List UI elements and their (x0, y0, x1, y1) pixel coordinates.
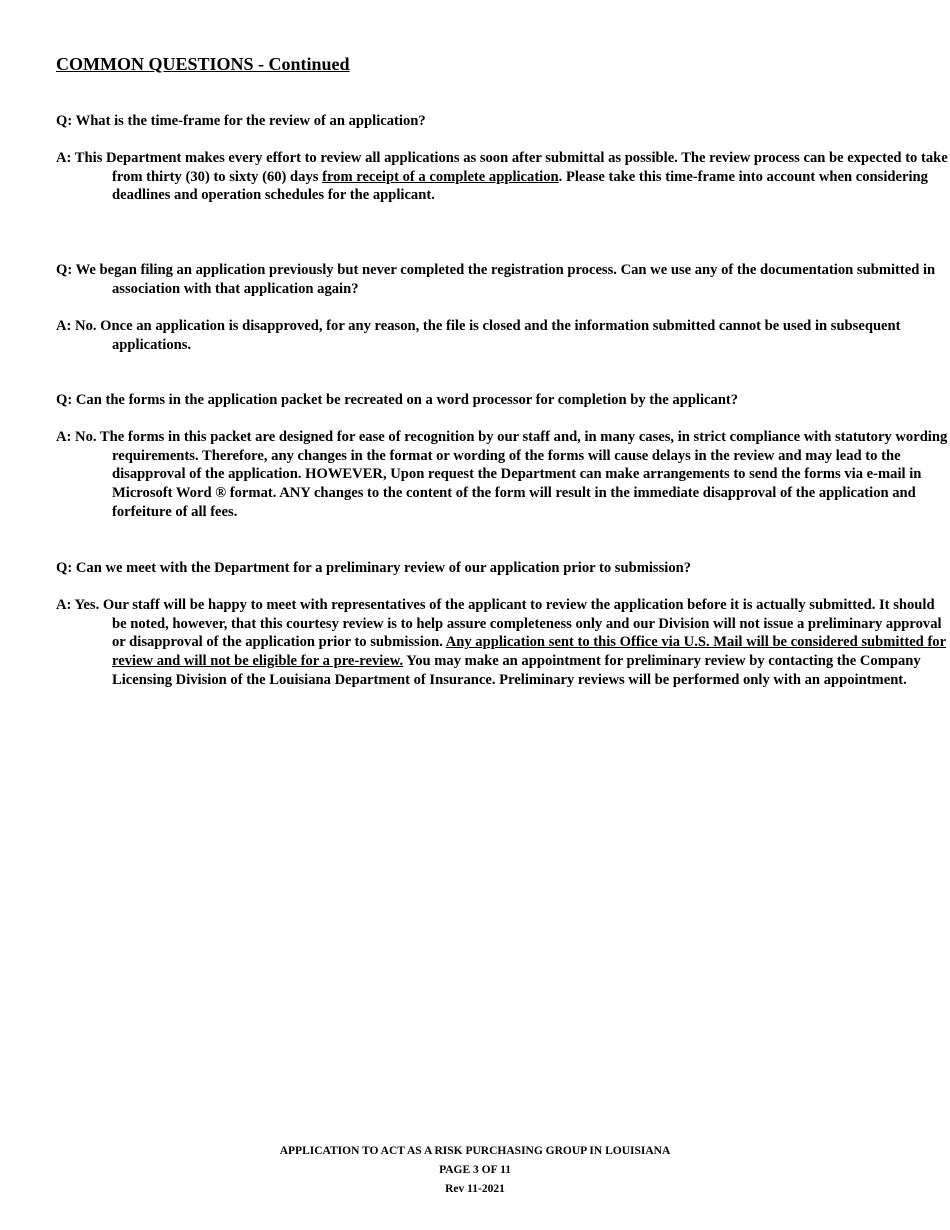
footer-document-title: APPLICATION TO ACT AS A RISK PURCHASING GROUP IN LOUISIANA (279, 1145, 671, 1157)
footer-page-number: PAGE 3 OF 11 (439, 1164, 511, 1176)
question-review-timeframe: Q: What is the time-frame for the review of an application? (56, 113, 426, 129)
answer-text: . Please take this time-frame into account when considering deadlines and operation schedules for the applicant. (112, 168, 928, 204)
answer-text: A: This Department makes every effort to review all applications as soon after submittal as possible. The review process can be expected to take from thirty (30) to sixty (60) days (56, 150, 948, 185)
page-footer (0, 1142, 950, 1199)
underlined-phrase: Any application sent to this Office via U.S. Mail will be considered submitted for review and will not be eligible for a pre-review. (112, 634, 947, 670)
answer-text: You may make an appointment for preliminary review by contacting the Company Licensing Division of the Louisiana Department of Insurance. Preliminary reviews will be performed only with an appointment. (112, 653, 921, 688)
page-title: COMMON QUESTIONS - Continued (56, 54, 350, 74)
underlined-phrase: from receipt of a complete application (322, 168, 559, 185)
question-recreate-forms: Q: Can the forms in the application packet be recreated on a word processor for completion by the applicant? (56, 392, 739, 408)
answer-text: A: Yes. Our staff will be happy to meet with representatives of the applicant to review the application before it is actually submitted. It should be noted, however, that this courtesy review is to help assure completeness only and our Division will not issue a preliminary approval or disapproval of the application prior to submission. (56, 597, 942, 651)
answer-reuse-documentation: A: No. Once an application is disapproved, for any reason, the file is closed and the information submitted cannot be used in subsequent applications. (56, 318, 901, 353)
answer-review-timeframe (56, 149, 950, 205)
answer-recreate-forms: A: No. The forms in this packet are designed for ease of recognition by our staff and, in many cases, in strict compliance with statutory wording requirements. Therefore, any changes in the format or wording of the forms will cause delays in the review and may lead to the disapproval of the application. HOWEVER, Upon request the Department can make arrangements to send the forms via e-mail in Microsoft Word ® format. ANY changes to the content of the form will result in the immediate disapproval of the application and forfeiture of all fees. (56, 429, 948, 520)
answer-preliminary-review (56, 596, 950, 690)
question-reuse-documentation: Q: We began filing an application previously but never completed the registration process. Can we use any of the documentation submitted in association with that application again? (56, 262, 936, 297)
question-preliminary-review: Q: Can we meet with the Department for a preliminary review of our application prior to submission? (56, 560, 692, 576)
footer-revision: Rev 11-2021 (445, 1183, 505, 1195)
